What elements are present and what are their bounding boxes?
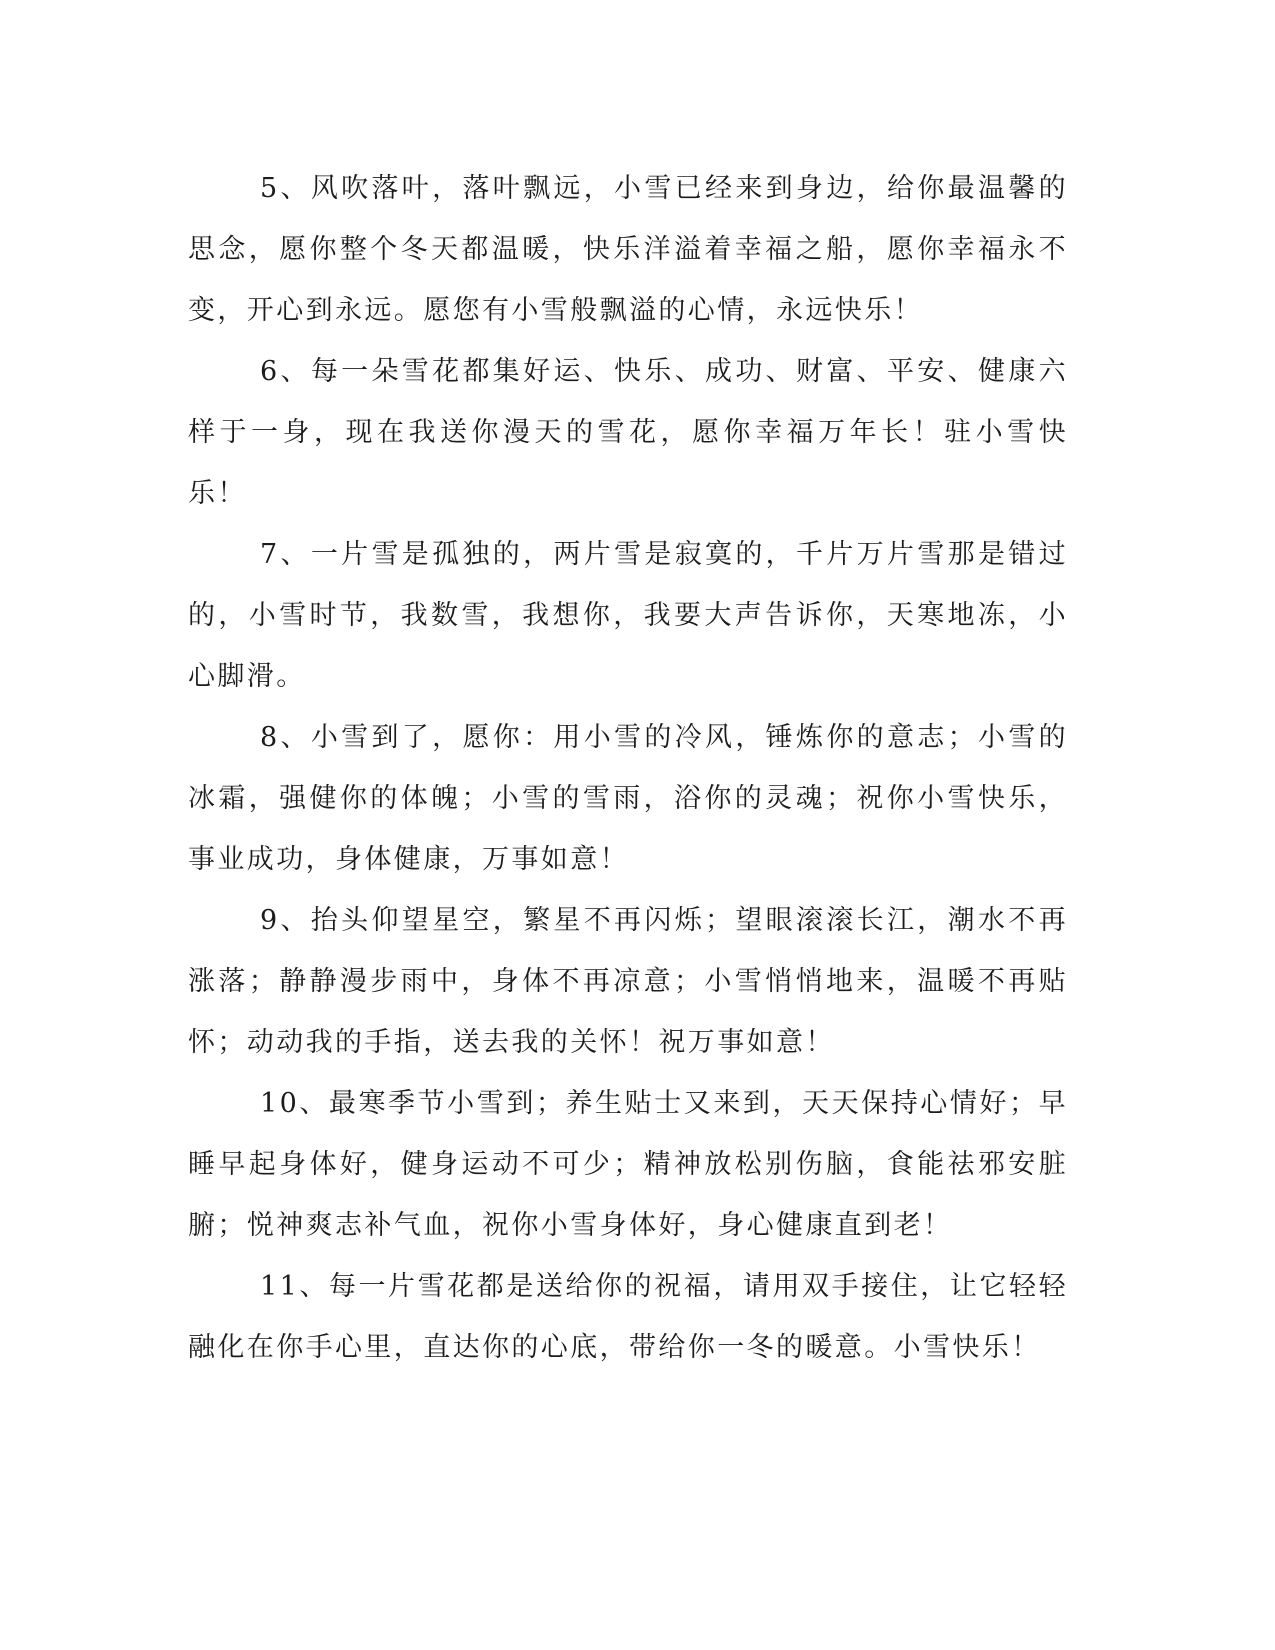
paragraph-5: 5、风吹落叶，落叶飘远，小雪已经来到身边，给你最温馨的思念，愿你整个冬天都温暖，快乐洋溢着幸福之船，愿你幸福永不变，开心到永远。愿您有小雪般飘溢的心情，永远快乐！: [188, 173, 1068, 326]
paragraph-6: 6、每一朵雪花都集好运、快乐、成功、财富、平安、健康六样于一身，现在我送你漫天的雪花，愿你幸福万年长！驻小雪快乐！: [188, 356, 1068, 509]
paragraph-8: 8、小雪到了，愿你：用小雪的冷风，锤炼你的意志；小雪的冰霜，强健你的体魄；小雪的雪雨，浴你的灵魂；祝你小雪快乐，事业成功，身体健康，万事如意！: [188, 722, 1068, 875]
document-body: [188, 158, 1068, 1378]
paragraph-10: 10、最寒季节小雪到；养生贴士又来到，天天保持心情好；早睡早起身体好，健身运动不可少；精神放松别伤脑，食能祛邪安脏腑；悦神爽志补气血，祝你小雪身体好，身心健康直到老！: [188, 1088, 1068, 1241]
paragraph-7: 7、一片雪是孤独的，两片雪是寂寞的，千片万片雪那是错过的，小雪时节，我数雪，我想你，我要大声告诉你，天寒地冻，小心脚滑。: [188, 539, 1068, 692]
paragraph-11: 11、每一片雪花都是送给你的祝福，请用双手接住，让它轻轻融化在你手心里，直达你的心底，带给你一冬的暖意。小雪快乐！: [188, 1271, 1068, 1363]
paragraph-9: 9、抬头仰望星空，繁星不再闪烁；望眼滚滚长江，潮水不再涨落；静静漫步雨中，身体不再凉意；小雪悄悄地来，温暖不再贴怀；动动我的手指，送去我的关怀！祝万事如意！: [188, 905, 1068, 1058]
